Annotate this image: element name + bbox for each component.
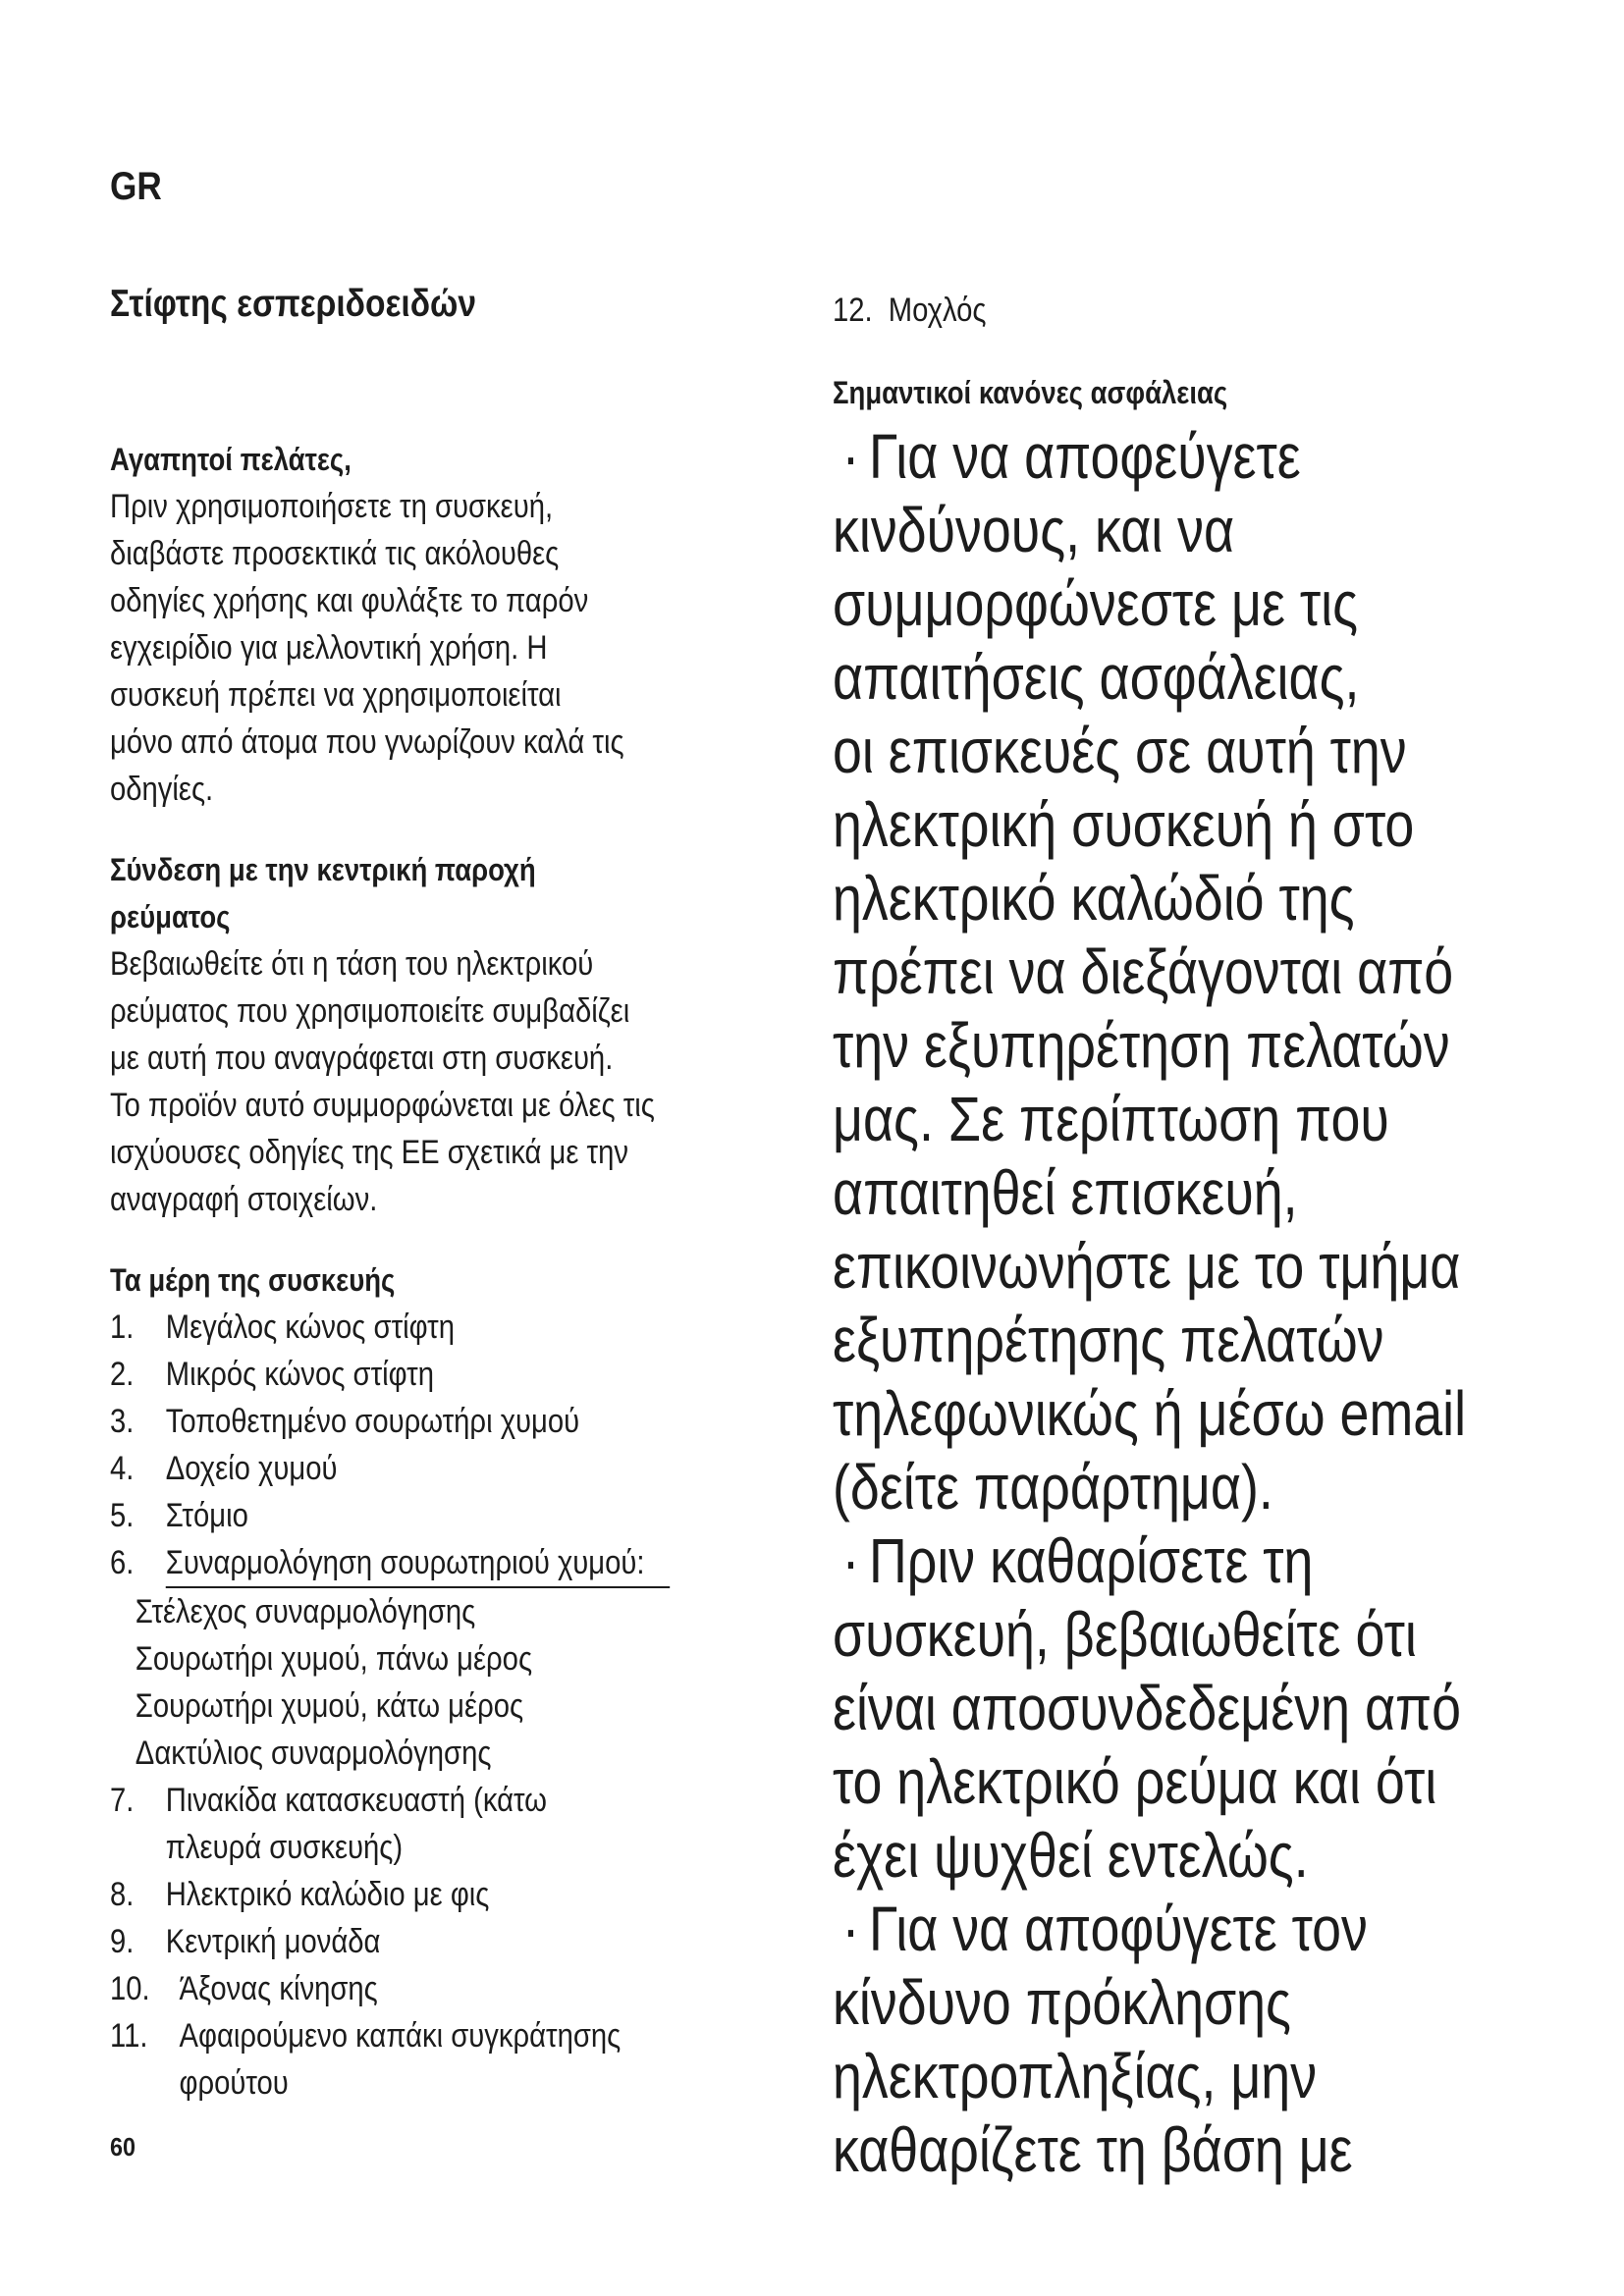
list-item-continuation: φρούτου [179,2064,289,2102]
text-line: οδηγίες χρήσης και φυλάξτε το παρόν [110,582,589,619]
safety-heading: Σημαντικοί κανόνες ασφάλειας [833,375,1228,410]
text-line: την εξυπηρέτηση πελατών [833,1010,1450,1081]
safety-bullet [833,1893,1500,2187]
bullet-dot: · [841,1525,860,1596]
text-line: οδηγίες. [110,771,214,808]
list-item: 1. Μεγάλος κώνος στίφτη [110,1308,455,1346]
left-column [110,281,797,2107]
bullet-dot: · [841,1894,860,1964]
list-item: 12. Μοχλός [833,292,987,329]
list-item: 5. Στόμιο [110,1497,248,1534]
text-line: μας. Σε περίπτωση που [833,1084,1389,1154]
text-line: απαιτήσεις ασφάλειας, [833,642,1360,713]
text-line: αναγραφή στοιχείων. [110,1181,378,1218]
list-item: 2. Μικρός κώνος στίφτη [110,1356,434,1393]
product-title: Στίφτης εσπεριδοειδών [110,283,477,325]
text-line: είναι αποσυνδεδεμένη από [833,1673,1462,1743]
text-line: διαβάστε προσεκτικά τις ακόλουθες [110,535,560,572]
text-line: πρέπει να διεξάγονται από [833,936,1454,1007]
list-item: 10. Άξονας κίνησης [110,1970,378,2007]
parts-list [110,1304,797,2107]
bullet-line: · Πριν καθαρίσετε τη [833,1524,1393,1598]
text-line: έχει ψυχθεί εντελώς. [833,1820,1309,1891]
text-line: καθαρίζετε τη βάση με [833,2114,1353,2185]
bullet-dot: · [841,421,860,492]
power-text [110,940,797,1223]
list-subitem: Σουρωτήρι χυμού, πάνω μέρος [135,1640,533,1678]
language-code: GR [110,165,162,208]
list-subitem: Σουρωτήρι χυμού, κάτω μέρος [135,1687,524,1725]
parts-list-continued [833,287,1500,334]
list-item: 7. Πινακίδα κατασκευαστή (κάτω [110,1782,547,1819]
list-item: 3. Τοποθετημένο σουρωτήρι χυμού [110,1403,580,1440]
text-line: ισχύουσες οδηγίες της ΕΕ σχετικά με την [110,1134,628,1171]
safety-bullet [833,420,1500,1524]
text-line: ηλεκτροπληξίας, μην [833,2041,1318,2111]
list-item-continuation: πλευρά συσκευής) [165,1829,404,1866]
parts-heading: Τα μέρη της συσκευής [110,1262,396,1298]
text-line: ηλεκτρικό καλώδιό της [833,863,1355,934]
list-item: 9. Κεντρική μονάδα [110,1923,381,1960]
text-line: το ηλεκτρικό ρεύμα και ότι [833,1746,1437,1817]
text-line: απαιτηθεί επισκευή, [833,1157,1298,1228]
list-item: 8. Ηλεκτρικό καλώδιο με φις [110,1876,490,1913]
text-line: επικοινωνήστε με το τμήμα [833,1231,1461,1302]
list-item: 4. Δοχείο χυμού [110,1450,338,1487]
power-heading-cont: ρεύματος [110,899,231,934]
text-line: κίνδυνο πρόκλησης [833,1967,1291,2038]
greeting-text [110,483,797,813]
text-line: τηλεφωνικώς ή μέσω email [833,1378,1467,1449]
text-line: συσκευή πρέπει να χρησιμοποιείται [110,676,562,714]
text-line: Βεβαιωθείτε ότι η τάση του ηλεκτρικού [110,945,594,983]
text-line: οι επισκευές σε αυτή την [833,716,1407,786]
text-line: κινδύνους, και να [833,495,1235,565]
text-line: συσκευή, βεβαιωθείτε ότι [833,1599,1417,1670]
power-heading: Σύνδεση με την κεντρική παροχή [110,852,536,887]
bullet-line: · Για να αποφύγετε τον [833,1893,1393,1966]
list-subitem: Δακτύλιος συναρμολόγησης [135,1735,492,1772]
right-column [833,287,1500,2187]
text-line: ρεύματος που χρησιμοποιείτε συμβαδίζει [110,992,630,1030]
list-subitem: Στέλεχος συναρμολόγησης [135,1593,476,1630]
text-line: εγχειρίδιο για μελλοντική χρήση. Η [110,629,548,667]
text-line: συμμορφώνεστε με τις [833,568,1358,639]
text-line: ηλεκτρική συσκευή ή στο [833,789,1415,860]
text-line: (δείτε παράρτημα). [833,1452,1273,1522]
text-line: εξυπηρέτησης πελατών [833,1305,1384,1375]
text-line: με αυτή που αναγράφεται στη συσκευή. [110,1040,614,1077]
page-number: 60 [110,2132,136,2162]
list-item: 11. Αφαιρούμενο καπάκι συγκράτησης [110,2017,622,2055]
bullet-line: · Για να αποφεύγετε [833,420,1393,494]
text-line: μόνο από άτομα που γνωρίζουν καλά τις [110,723,624,761]
safety-bullet [833,1524,1500,1893]
greeting-heading: Αγαπητοί πελάτες, [110,442,352,477]
text-line: Πριν χρησιμοποιήσετε τη συσκευή, [110,488,554,525]
text-line: Το προϊόν αυτό συμμορφώνεται με όλες τις [110,1087,655,1124]
list-item: 6. Συναρμολόγηση σουρωτηριού χυμού: [110,1539,701,1588]
